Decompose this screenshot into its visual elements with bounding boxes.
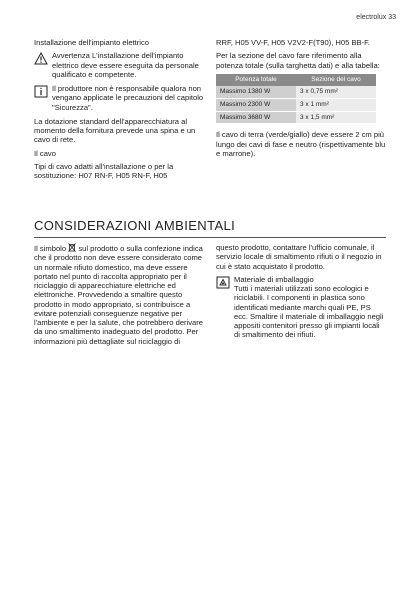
electrical-heading: Installazione dell'impianto elettrico (34, 38, 149, 47)
table-cell: 3 x 1,5 mm² (296, 111, 376, 124)
table-header-cell: Sezione del cavo (296, 74, 376, 86)
cable-types-text: Tipi di cavo adatti all'installazione o per la sostituzione: H07 RN-F, H05 RN-F, H05 (34, 161, 174, 180)
recycling-text (34, 243, 206, 346)
info-note-text: Il produttore non è responsabile qualora non vengano applicate le precauzioni del capitolo "Sicurezza". (52, 84, 204, 112)
warning-note (34, 51, 204, 79)
crossed-bin-icon (68, 243, 76, 252)
info-icon (34, 85, 48, 98)
cable-section-table (216, 74, 376, 125)
right-column (216, 38, 386, 162)
recycling-text-start: Il simbolo (34, 244, 67, 253)
table-header-cell: Potenza totale (216, 74, 296, 86)
supply-text: La dotazione standard dell'apparecchiatura al momento della fornitura prevede una spina e un cavo di rete. (34, 116, 196, 145)
packaging-note-body (234, 275, 386, 340)
warning-triangle-icon (34, 52, 48, 65)
table-header-row (216, 74, 376, 86)
table-row (216, 98, 376, 111)
page-header: electrolux 33 (356, 14, 396, 21)
ground-wire-text: Il cavo di terra (verde/giallo) deve essere 2 cm più lungo dei cavi di fase e neutro (rispettivamente blu e marrone). (216, 130, 386, 158)
table-cell: Massimo 3680 W (216, 111, 296, 124)
table-cell: 3 x 0,75 mm² (296, 86, 376, 98)
cable-types-continued: RRF, H05 VV-F, H05 V2V2-F(T90), H05 BB-F. (216, 38, 371, 47)
disposal-contact-text: questo prodotto, contattare l'ufficio comunale, il servizio locale di smaltimento rifiuti o il negozio in cui è stato acquistato il prodotto. (216, 243, 382, 271)
table-row (216, 86, 376, 98)
table-cell: 3 x 1 mm² (296, 98, 376, 111)
section-title: CONSIDERAZIONI AMBIENTALI (34, 218, 386, 238)
warning-note-text: Avvertenza L'installazione dell'impianto elettrico deve essere eseguita da personale qualificato e competente. (52, 51, 199, 79)
cable-heading: Il cavo (34, 148, 56, 158)
env-right-column (216, 243, 386, 345)
left-column (34, 38, 204, 184)
table-cell: Massimo 2300 W (216, 98, 296, 111)
table-cell: Massimo 1380 W (216, 86, 296, 98)
section-intro: Per la sezione del cavo fare riferimento alla potenza totale (sulla targhetta dati) e alla tabella: (216, 51, 380, 70)
recycle-icon (216, 276, 230, 289)
packaging-note (216, 275, 386, 340)
info-note (34, 84, 204, 112)
packaging-text: Tutti i materiali utilizzati sono ecologici e riciclabili. I componenti in plastica sono identificati mediante marchi quali PE, PS ecc. Smaltire il materiale di imballaggio negli appositi contenitori presso gli impianti locali di smaltimento dei rifiuti. (234, 284, 384, 340)
table-row (216, 111, 376, 124)
packaging-heading: Materiale di imballaggio (234, 274, 314, 284)
recycling-text-rest: sul prodotto o sulla confezione indica che il prodotto non deve essere considerato come un normale rifiuto domestico, ma deve essere portato nel punto di raccolta appropriato per il riciclaggio di apparecchiature elettriche ed elettroniche. Provvedendo a smaltire questo prodotto in modo appropriato, si contribuisce a evitare potenziali conseguenze negative per l'ambiente e per la salute, che potrebbero derivare da uno smaltimento inadeguato del prodotto. Per informazioni più dettagliate sul riciclaggio di (34, 244, 204, 346)
env-left-column (34, 243, 206, 350)
